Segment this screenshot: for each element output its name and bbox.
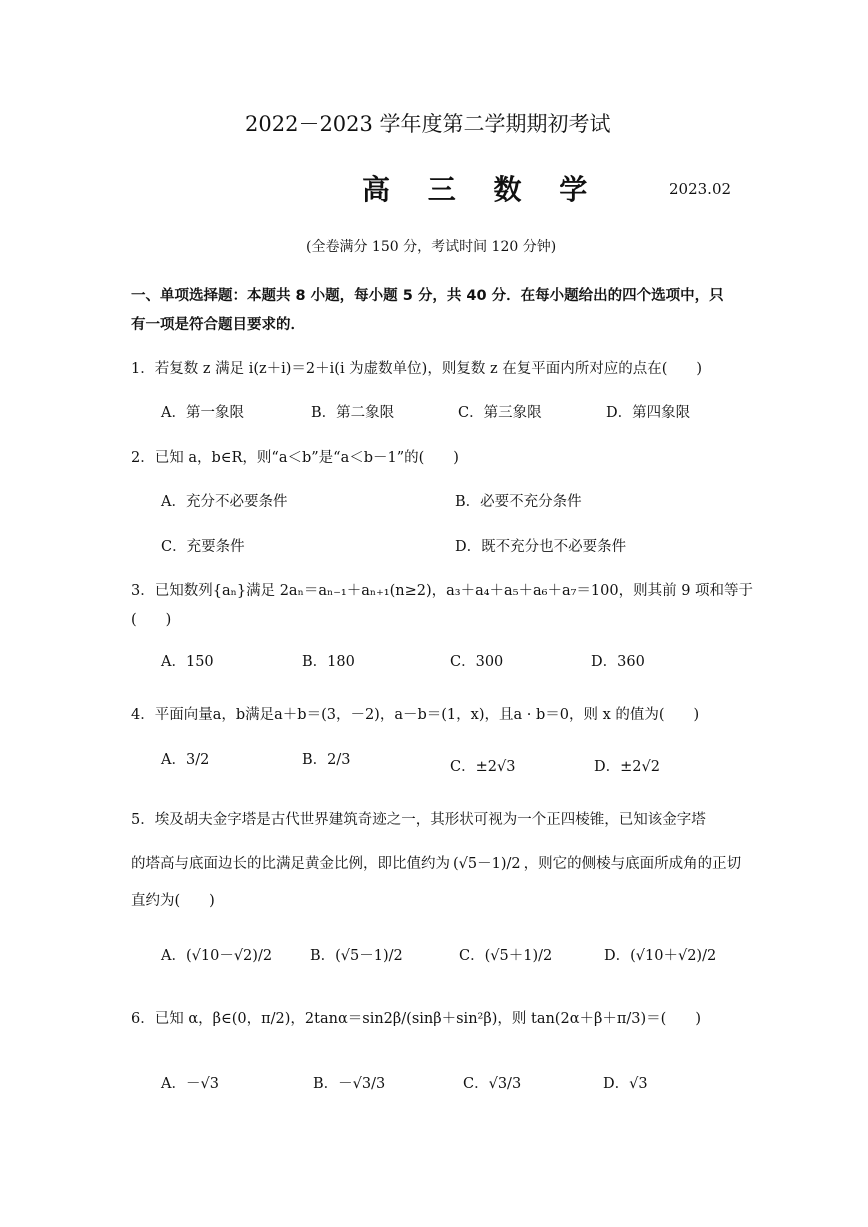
question-5-line2: 的塔高与底面边长的比满足黄金比例，即比值约为 (√5－1)/2 ，则它的侧棱与底面所成角的正切 — [131, 852, 741, 873]
q1-option-d: D．第四象限 — [606, 405, 691, 421]
question-5-line1: 5．埃及胡夫金字塔是古代世界建筑奇迹之一，其形状可视为一个正四棱锥，已知该金字塔 — [131, 812, 706, 828]
q2-option-a: A．充分不必要条件 — [161, 494, 288, 510]
subject-title: 高 三 数 学 — [362, 173, 602, 206]
q3-option-a: A．150 — [161, 654, 214, 670]
q2-option-b: B．必要不充分条件 — [455, 494, 582, 510]
q1-option-b: B．第二象限 — [311, 405, 395, 421]
question-3: 3．已知数列{aₙ}满足 2aₙ＝aₙ₋₁＋aₙ₊₁(n≥2)，a₃＋a₄＋a₅＋a₆＋a₇＝100，则其前 9 项和等于 — [131, 583, 754, 599]
q3-option-c: C．300 — [450, 654, 504, 670]
q2-option-c: C．充要条件 — [161, 539, 245, 555]
question-6: 6．已知 α，β∈(0，π/2)，2tanα＝sin2β/(sinβ＋sin²β)，则 tan(2α＋β＋π/3)＝( ) — [131, 1011, 701, 1027]
question-4: 4．平面向量a，b满足a＋b＝(3，－2)，a－b＝(1，x)，且a · b＝0，则 x 的值为( ) — [131, 707, 700, 723]
q6-option-a: A．－√3 — [161, 1076, 219, 1092]
q3-option-d: D．360 — [591, 654, 645, 670]
q1-option-a: A．第一象限 — [161, 405, 244, 421]
question-3-bracket: ( ) — [131, 612, 172, 628]
q5-option-a: A．(√10－√2)/2 — [161, 948, 273, 964]
q3-option-b: B．180 — [302, 654, 355, 670]
q4-option-b: B．2/3 — [302, 752, 351, 768]
question-2: 2．已知 a，b∈R，则“a＜b”是“a＜b－1”的( ) — [131, 450, 459, 466]
exam-title: 2022－2023 学年度第二学期期初考试 — [245, 112, 611, 136]
question-1: 1．若复数 z 满足 i(z＋i)＝2＋i(i 为虚数单位)，则复数 z 在复平面内所对应的点在( ) — [131, 361, 703, 377]
exam-date: 2023.02 — [669, 180, 732, 198]
section-heading: 一、单项选择题：本题共 8 小题，每小题 5 分，共 40 分．在每小题给出的四个选项中，只 — [131, 288, 724, 304]
q6-option-b: B．－√3/3 — [313, 1076, 386, 1092]
q5-option-c: C．(√5＋1)/2 — [459, 948, 553, 964]
q4-option-a: A．3/2 — [161, 752, 210, 768]
exam-note: (全卷满分 150 分，考试时间 120 分钟) — [306, 239, 557, 255]
q6-option-d: D．√3 — [603, 1076, 648, 1092]
q4-option-d: D．±2√2 — [594, 759, 660, 775]
q5-option-d: D．(√10＋√2)/2 — [604, 948, 717, 964]
q6-option-c: C．√3/3 — [463, 1076, 522, 1092]
section-heading-line2: 有一项是符合题目要求的． — [131, 317, 305, 333]
question-5-line3: 直约为( ) — [131, 893, 215, 909]
golden-ratio: (√5－1)/2 — [453, 856, 521, 872]
q4-option-c: C．±2√3 — [450, 759, 516, 775]
q5-option-b: B．(√5－1)/2 — [310, 948, 403, 964]
q1-option-c: C．第三象限 — [458, 405, 542, 421]
q2-option-d: D．既不充分也不必要条件 — [455, 539, 627, 555]
